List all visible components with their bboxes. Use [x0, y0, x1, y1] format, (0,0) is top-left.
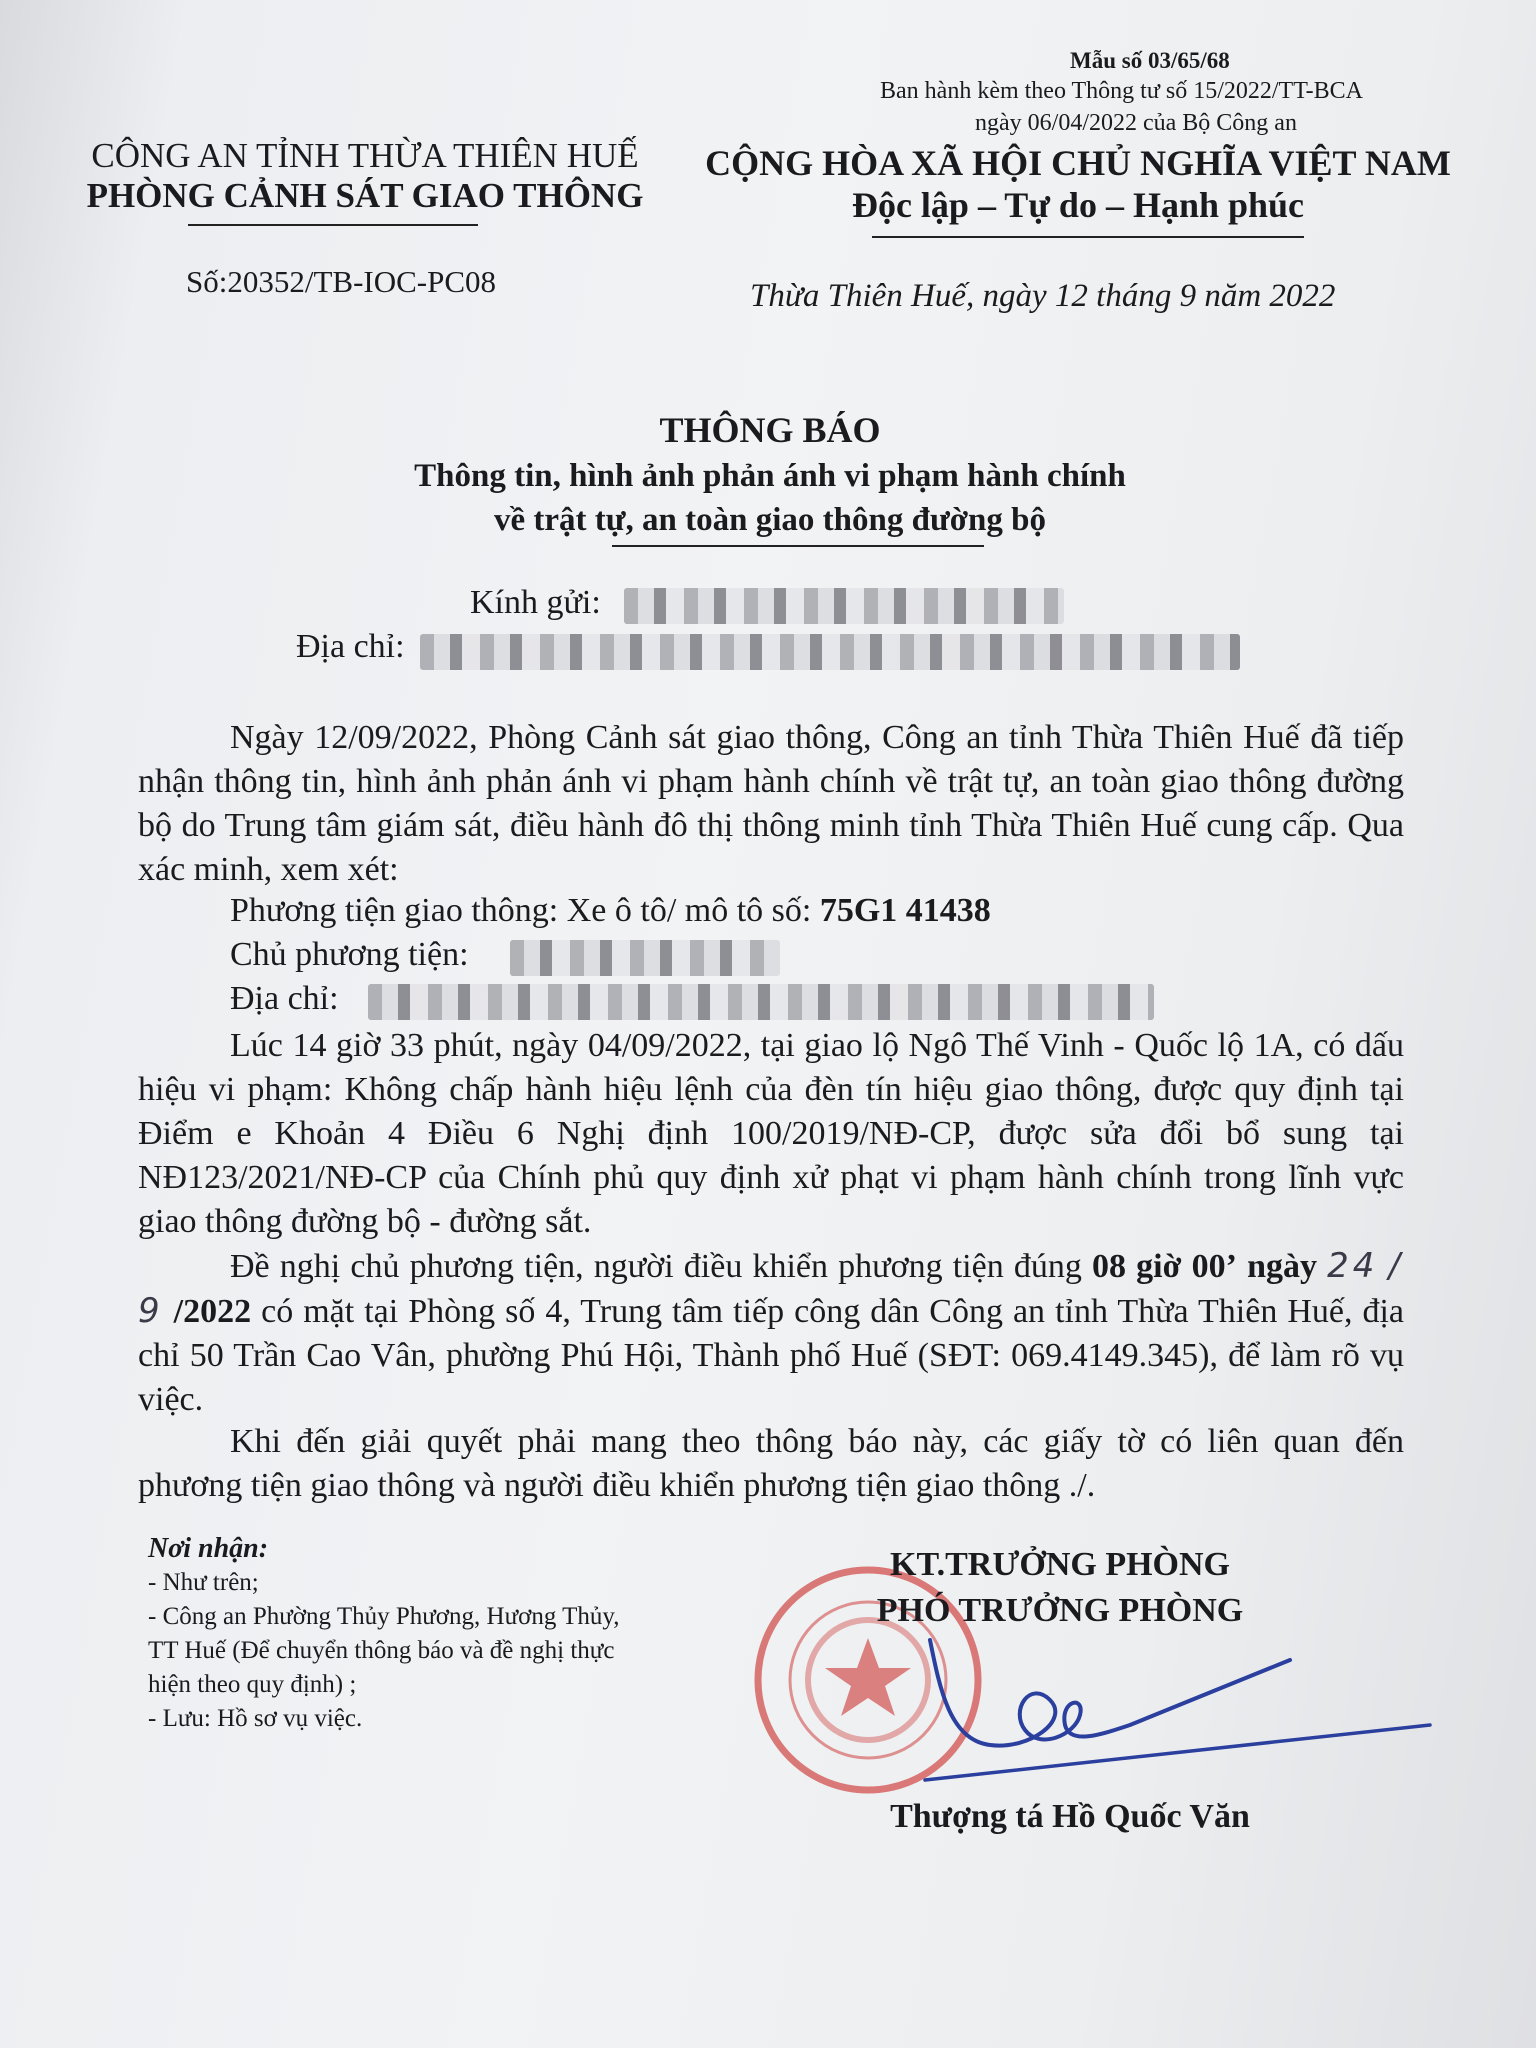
title-underline: [612, 545, 984, 547]
recipient-item: - Công an Phường Thủy Phương, Hương Thủy,: [148, 1603, 620, 1630]
recipient-item: TT Huế (Để chuyển thông báo và đề nghị thực: [148, 1637, 615, 1664]
signer-name: Thượng tá Hồ Quốc Văn: [890, 1798, 1250, 1835]
paragraph-2: Lúc 14 giờ 33 phút, ngày 04/09/2022, tại giao lộ Ngô Thế Vinh - Quốc lộ 1A, có dấu hiệu vi phạm: Không chấp hành hiệu lệnh của đèn tín hiệu giao thông, được quy định tại Điểm e Khoản 4 Điều 6 Nghị định 100/2019/NĐ-CP, được sửa đổi bổ sung tại NĐ123/2021/NĐ-CP của Chính phủ quy định xử phạt vi phạm hành chính trong lĩnh vực giao thông đường bộ - đường sắt.: [138, 1027, 1404, 1240]
issued-line-2: ngày 06/04/2022 của Bộ Công an: [975, 110, 1297, 136]
motto-underline: [872, 236, 1304, 238]
handwritten-signature: [900, 1630, 1460, 1790]
nation-motto: Độc lập – Tự do – Hạnh phúc: [851, 185, 1305, 225]
nation-name: CỘNG HÒA XÃ HỘI CHỦ NGHĨA VIỆT NAM: [705, 143, 1451, 183]
p3-time: 08 giờ 00’: [1092, 1248, 1237, 1285]
redacted-recipient: [624, 588, 1064, 624]
national-header: [688, 142, 1468, 226]
paragraph-4: Khi đến giải quyết phải mang theo thông báo này, các giấy tờ có liên quan đến phương tiện giao thông và người điều khiển phương tiện giao thông ./.: [138, 1423, 1404, 1504]
sign-title-1: KT.TRƯỞNG PHÒNG: [890, 1546, 1230, 1583]
vehicle-label: Phương tiện giao thông: Xe ô tô/ mô tô số:: [230, 892, 812, 929]
p3-year: /2022: [173, 1293, 252, 1330]
agency-underline: [188, 224, 478, 226]
document-number: Số:20352/TB-IOC-PC08: [186, 264, 497, 299]
recipient-item: - Lưu: Hồ sơ vụ việc.: [148, 1705, 363, 1732]
title-main: THÔNG BÁO: [659, 410, 881, 450]
address-label: Địa chỉ:: [296, 628, 405, 665]
agency-parent: CÔNG AN TỈNH THỪA THIÊN HUẾ: [91, 136, 639, 175]
document-title: [260, 406, 1280, 542]
recipients-heading: Nơi nhận:: [148, 1533, 269, 1564]
agency-header: [70, 136, 660, 216]
vehicle-line: [230, 892, 991, 930]
recipient-item: - Như trên;: [148, 1569, 259, 1596]
p3-start: Đề nghị chủ phương tiện, người điều khiển phương tiện đúng: [230, 1248, 1082, 1285]
to-label: Kính gửi:: [470, 584, 601, 621]
paragraph-1: Ngày 12/09/2022, Phòng Cảnh sát giao thông, Công an tỉnh Thừa Thiên Huế đã tiếp nhận thông tin, hình ảnh phản ánh vi phạm hành chính về trật tự, an toàn giao thông đường bộ do Trung tâm giám sát, điều hành đô thị thông minh tỉnh Thừa Thiên Huế cung cấp. Qua xác minh, xem xét:: [138, 719, 1404, 888]
title-sub-2: về trật tự, an toàn giao thông đường bộ: [493, 502, 1046, 538]
signature-block: [800, 1542, 1320, 1634]
owner-address-label: Địa chỉ:: [230, 980, 339, 1017]
p3-rest: có mặt tại Phòng số 4, Trung tâm tiếp công dân Công an tỉnh Thừa Thiên Huế, địa chỉ 50 Trần Cao Vân, phường Phú Hội, Thành phố Huế (SĐT: 069.4149.345), để làm rõ vụ việc.: [138, 1293, 1405, 1418]
redacted-owner: [510, 940, 780, 976]
recipient-item: hiện theo quy định) ;: [148, 1671, 357, 1698]
handwritten-month: 9: [138, 1291, 164, 1331]
issued-line-1: Ban hành kèm theo Thông tư số 15/2022/TT-BCA: [880, 78, 1363, 104]
handwritten-day: 24: [1327, 1246, 1379, 1286]
sign-title-2: PHÓ TRƯỞNG PHÒNG: [876, 1592, 1244, 1629]
owner-label: Chủ phương tiện:: [230, 936, 469, 973]
vehicle-plate: 75G1 41438: [819, 892, 991, 929]
place-date: Thừa Thiên Huế, ngày 12 tháng 9 năm 2022: [750, 278, 1336, 314]
redacted-address: [420, 634, 1240, 670]
title-sub-1: Thông tin, hình ảnh phản ánh vi phạm hành chính: [414, 458, 1126, 494]
redacted-owner-address: [368, 984, 1154, 1020]
p3-day-label: ngày: [1247, 1248, 1317, 1285]
paragraph-3: Đề nghị chủ phương tiện, người điều khiển phương tiện đúng 08 giờ 00’ ngày 24 / 9 /2022 có mặt tại Phòng số 4, Trung tâm tiếp công dân Công an tỉnh Thừa Thiên Huế, địa chỉ 50 Trần Cao Vân, phường Phú Hội, Thành phố Huế (SĐT: 069.4149.345), để làm rõ vụ việc.: [138, 1246, 1405, 1418]
form-number: Mẫu số 03/65/68: [1070, 48, 1230, 73]
agency-name: PHÒNG CẢNH SÁT GIAO THÔNG: [86, 176, 644, 215]
recipients-list: [148, 1532, 620, 1736]
